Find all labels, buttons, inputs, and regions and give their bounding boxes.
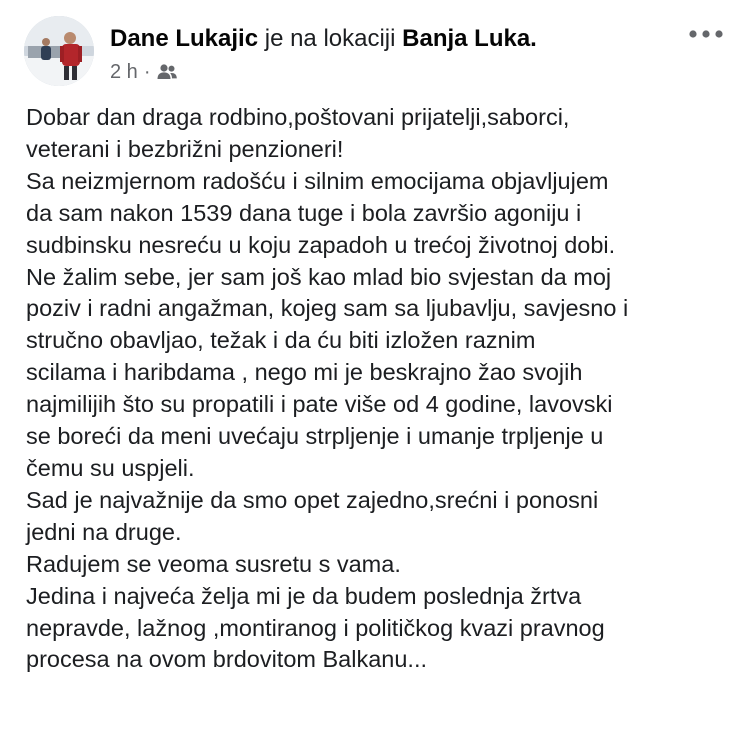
post-text-line: veterani i bezbrižni penzioneri! xyxy=(26,135,344,162)
post-text-line: Radujem se veoma susretu s vama. xyxy=(26,550,401,577)
post-text-line: Ne žalim sebe, jer sam još kao mlad bio svjestan da moj xyxy=(26,263,612,290)
location-phrase: je na lokaciji xyxy=(264,25,396,52)
avatar[interactable] xyxy=(24,16,94,86)
post-text-line: Jedina i najveća želja mi je da budem poslednja žrtva xyxy=(26,582,582,609)
location-name[interactable]: Banja Luka. xyxy=(402,25,537,52)
post-text-line: stručno obavljao, težak i da ću biti izložen raznim xyxy=(26,327,536,354)
post-text-line: se boreći da meni uvećaju strpljenje i umanje trpljenje u xyxy=(26,423,604,450)
post-text-line: najmilijih što su propatili i pate više od 4 godine, lavovski xyxy=(26,391,613,418)
post-time[interactable]: 2 h xyxy=(110,61,138,83)
post-text-line: sudbinsku nesreću u koju zapadoh u trećoj životnoj dobi. xyxy=(26,231,616,258)
post-text-line: čemu su uspjeli. xyxy=(26,454,195,481)
post-text-line: Sa neizmjernom radošću i silnim emocijama objavljujem xyxy=(26,167,609,194)
post-text-line: nepravde, lažnog ,montiranog i političkog kvazi pravnog xyxy=(26,614,605,641)
post-header xyxy=(14,14,736,88)
post-text-line: Sad je najvažnije da smo opet zajedno,srećni i ponosni xyxy=(26,486,599,513)
post-text-line: jedni na druge. xyxy=(26,518,182,545)
author-line xyxy=(110,24,537,54)
post-meta xyxy=(110,60,178,84)
post-text xyxy=(26,102,736,676)
author-name[interactable]: Dane Lukajic xyxy=(110,25,259,52)
avatar-photo xyxy=(24,16,94,86)
post-text-line: poziv i radni angažman, kojeg sam sa ljubavlju, savjesno i xyxy=(26,295,629,322)
post-text-line: procesa na ovom brdovitom Balkanu... xyxy=(26,646,428,673)
more-options-button[interactable] xyxy=(686,22,726,46)
meta-separator: · xyxy=(143,61,151,83)
post-text-line: Dobar dan draga rodbino,poštovani prijatelji,saborci, xyxy=(26,104,570,130)
post-text-line: da sam nakon 1539 dana tuge i bola završio agoniju i xyxy=(26,199,582,226)
post-text-line: scilama i haribdama , nego mi je beskrajno žao svojih xyxy=(26,359,583,386)
more-options-icon xyxy=(688,29,724,39)
friends-icon[interactable] xyxy=(156,63,178,81)
